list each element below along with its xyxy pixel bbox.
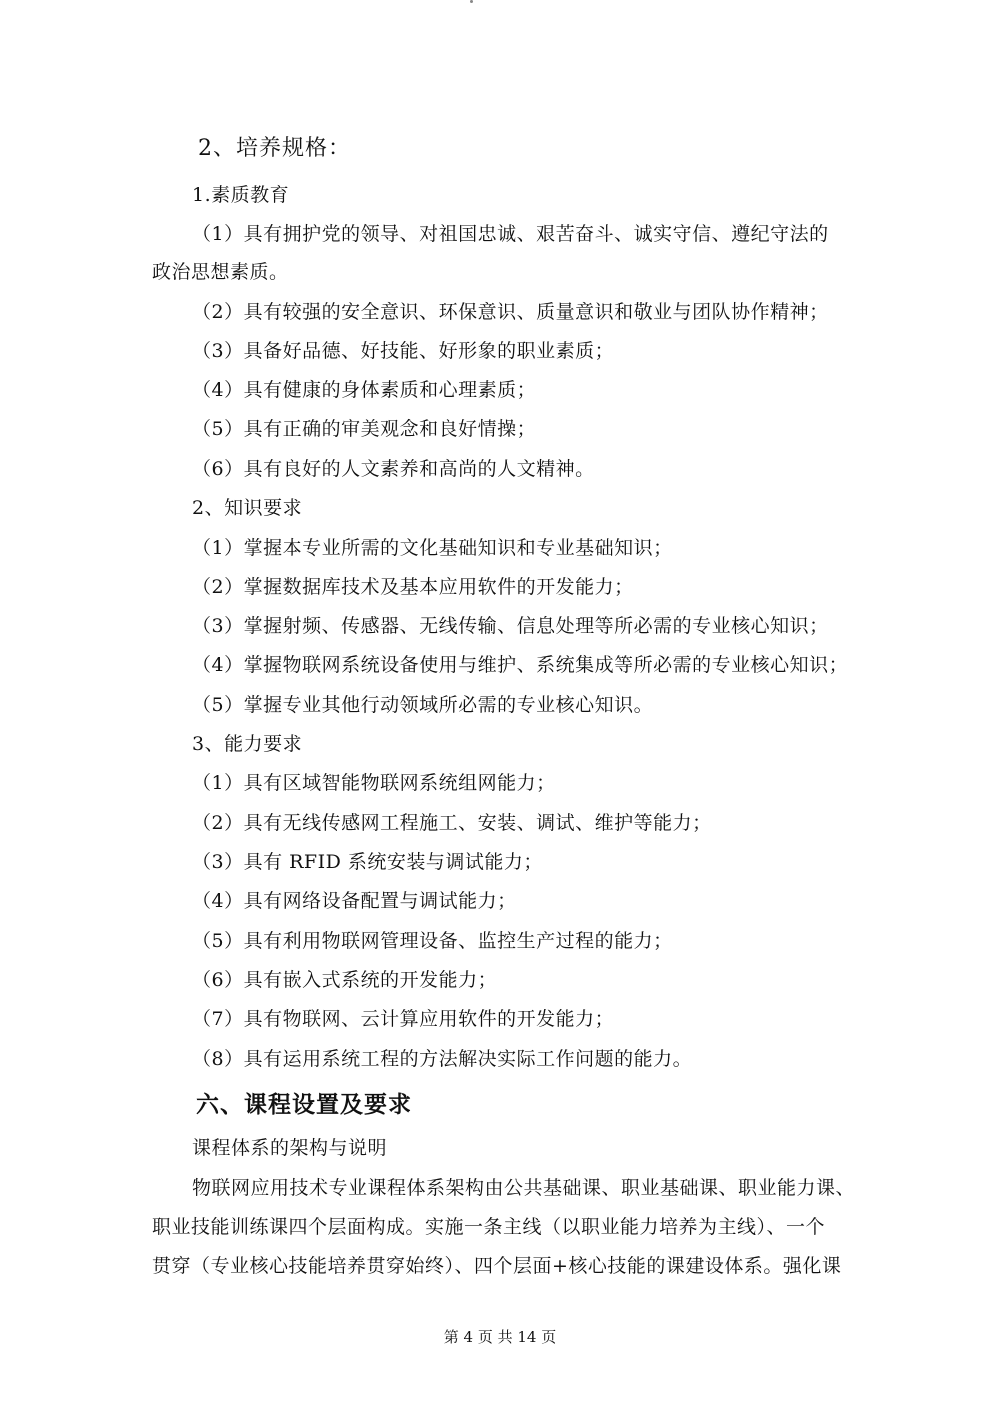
page-footer: 第 4 页 共 14 页 (443, 1328, 557, 1346)
list-item: （2）具有较强的安全意识、环保意识、质量意识和敬业与团队协作精神； (192, 301, 829, 323)
section-heading: 2、培养规格： (198, 136, 351, 161)
chapter-heading: 六、课程设置及要求 (196, 1092, 412, 1118)
subsection-title-ability: 3、能力要求 (192, 733, 303, 755)
list-item: （3）具有 RFID 系统安装与调试能力； (192, 851, 543, 873)
subsection-title-quality: 1.素质教育 (192, 184, 290, 206)
list-item: （6）具有良好的人文素养和高尚的人文精神。 (192, 458, 595, 480)
list-item: （1）具有区域智能物联网系统组网能力； (192, 772, 556, 794)
list-item: （5）具有利用物联网管理设备、监控生产过程的能力； (192, 930, 673, 952)
list-item: （8）具有运用系统工程的方法解决实际工作问题的能力。 (192, 1048, 693, 1070)
list-item-continuation: 政治思想素质。 (152, 261, 289, 283)
paragraph-line: 物联网应用技术专业课程体系架构由公共基础课、职业基础课、职业能力课、 (192, 1177, 856, 1199)
list-item: （1）具有拥护党的领导、对祖国忠诚、艰苦奋斗、诚实守信、遵纪守法的 (192, 223, 829, 245)
list-item: （2）掌握数据库技术及基本应用软件的开发能力； (192, 576, 634, 598)
list-item: （7）具有物联网、云计算应用软件的开发能力； (192, 1008, 615, 1030)
list-item: （2）具有无线传感网工程施工、安装、调试、维护等能力； (192, 812, 712, 834)
list-item: （3）具备好品德、好技能、好形象的职业素质； (192, 340, 615, 362)
list-item: （4）具有健康的身体素质和心理素质； (192, 379, 537, 401)
scan-mark (470, 0, 473, 3)
list-item: （4）具有网络设备配置与调试能力； (192, 890, 517, 912)
list-item: （5）具有正确的审美观念和良好情操； (192, 418, 537, 440)
list-item: （4）掌握物联网系统设备使用与维护、系统集成等所必需的专业核心知识； (192, 654, 849, 676)
course-subtitle: 课程体系的架构与说明 (192, 1137, 388, 1159)
list-item: （3）掌握射频、传感器、无线传输、信息处理等所必需的专业核心知识； (192, 615, 829, 637)
paragraph-line: 职业技能训练课四个层面构成。实施一条主线（以职业能力培养为主线）、一个 (152, 1216, 826, 1238)
paragraph-line: 贯穿（专业核心技能培养贯穿始终）、四个层面+核心技能的课建设体系。强化课 (152, 1255, 842, 1277)
list-item: （1）掌握本专业所需的文化基础知识和专业基础知识； (192, 537, 673, 559)
list-item: （5）掌握专业其他行动领域所必需的专业核心知识。 (192, 694, 654, 716)
subsection-title-knowledge: 2、知识要求 (192, 497, 303, 519)
list-item: （6）具有嵌入式系统的开发能力； (192, 969, 498, 991)
